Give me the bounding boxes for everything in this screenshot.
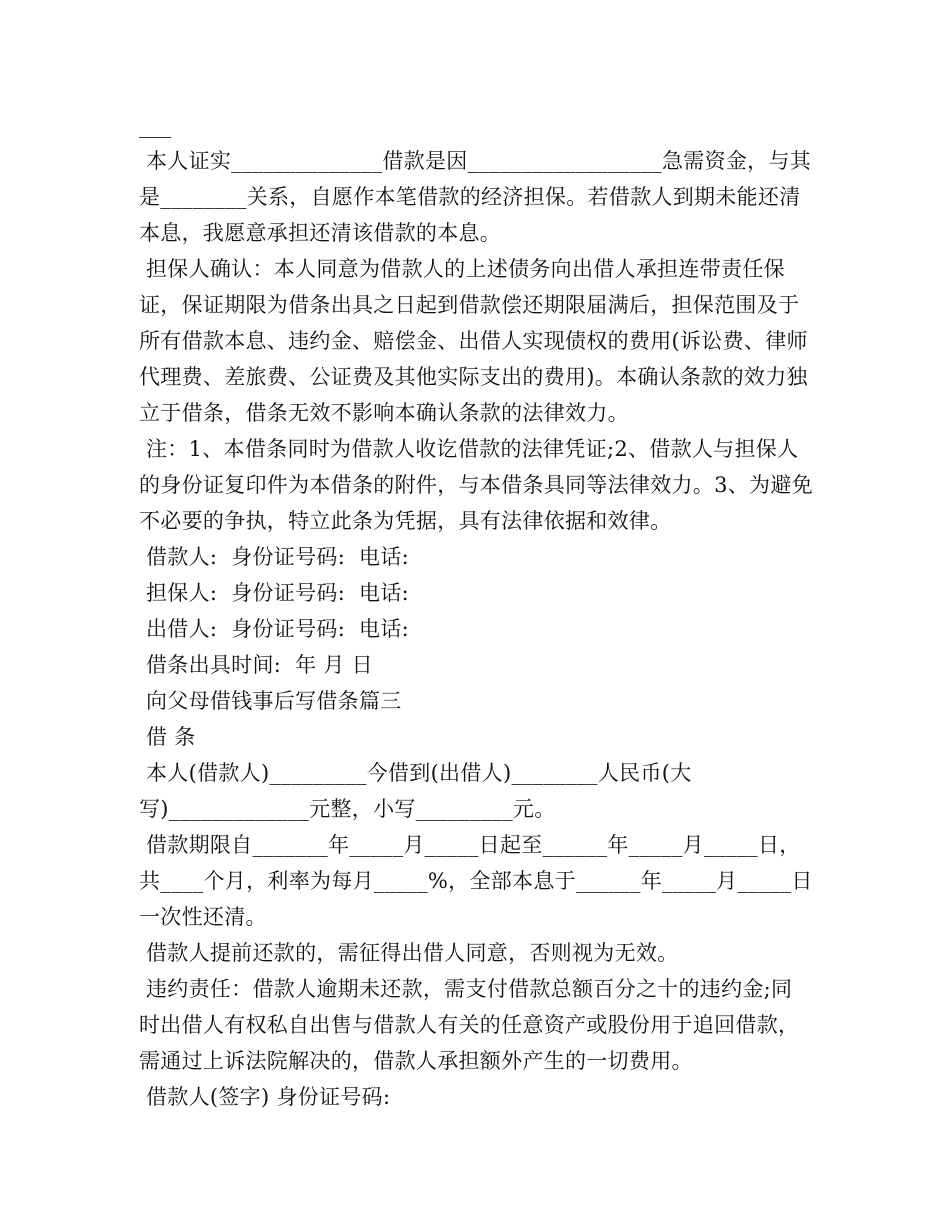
document-body [139, 143, 813, 1115]
line-lender-info: 出借人: 身份证号码: 电话: [139, 617, 410, 641]
paragraph-guarantor-confirmation: 担保人确认：本人同意为借款人的上述债务向出借人承担连带责任保证，保证期限为借条出具之日起到借款偿还期限届满后，担保范围及于所有借款本息、违约金、赔偿金、出借人实现债权的费用(诉讼费、律师代理费、差旅费、公证费及其他实际支出的费用)。本确认条款的效力独立于借条，借条无效不影响本确认条款的法律效力。 [139, 257, 808, 425]
line-guarantor-info: 担保人: 身份证号码: 电话: [139, 581, 410, 605]
line-borrower-info: 借款人: 身份证号码: 电话: [139, 545, 410, 569]
section-heading: 向父母借钱事后写借条篇三 [139, 689, 402, 713]
paragraph-default-liability: 违约责任：借款人逾期未还款，需支付借款总额百分之十的违约金;同时出借人有权私自出售与借款人有关的任意资产或股份用于追回借款，需通过上诉法院解决的，借款人承担额外产生的一切费用。 [139, 977, 800, 1073]
line-issue-date: 借条出具时间: 年 月 日 [139, 653, 373, 677]
paragraph-loan-amount: 本人(借款人)_________今借到(出借人)________人民币(大写)_____________元整，小写_________元。 [139, 761, 692, 821]
top-rule [139, 137, 171, 138]
paragraph-early-repayment: 借款人提前还款的，需征得出借人同意，否则视为无效。 [139, 941, 679, 965]
iou-title: 借 条 [139, 725, 196, 749]
paragraph-guarantor-statement: 本人证实______________借款是因__________________急需资金，与其是________关系，自愿作本笔借款的经济担保。若借款人到期未能还清本息，我愿意承担还清该借款的本息。 [139, 149, 812, 245]
line-borrower-signature: 借款人(签字) 身份证号码: [139, 1085, 391, 1109]
paragraph-notes: 注：1、本借条同时为借款人收讫借款的法律凭证;2、借款人与担保人的身份证复印件为本借条的附件，与本借条具同等法律效力。3、为避免不必要的争执，特立此条为凭据，具有法律依据和效律。 [139, 437, 813, 533]
paragraph-loan-term: 借款期限自_______年_____月_____日起至______年_____月_____日，共____个月，利率为每月_____%，全部本息于______年_____月_____日一次性还清。 [139, 833, 813, 929]
